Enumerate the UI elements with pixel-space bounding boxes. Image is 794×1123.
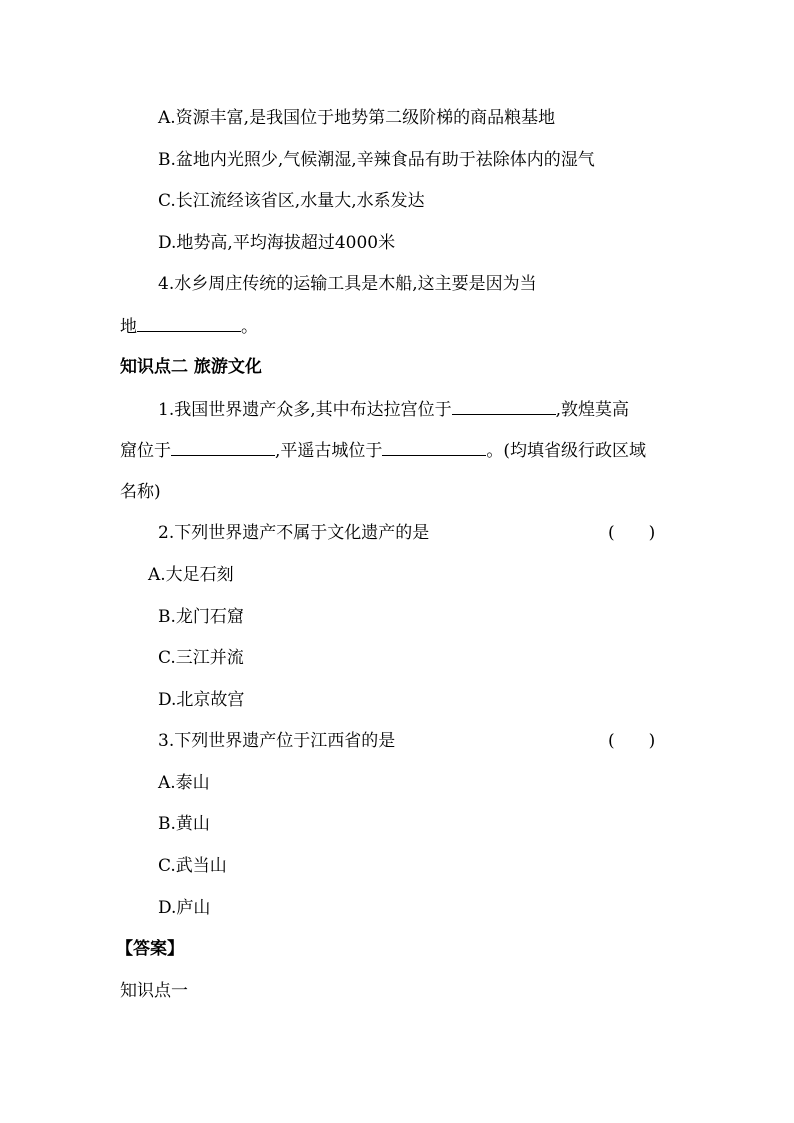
section2-q2-text: 2.下列世界遗产不属于文化遗产的是 [158, 523, 430, 543]
q2-option-c: C.三江并流 [158, 648, 244, 668]
q2-option-b: B.龙门石窟 [158, 607, 244, 627]
section2-q3-text: 3.下列世界遗产位于江西省的是 [158, 731, 396, 751]
q1-part1: 1.我国世界遗产众多,其中布达拉宫位于 [158, 400, 452, 420]
option-d-text: D.地势高,平均海拔超过4000米 [158, 233, 396, 253]
q3-option-a: A.泰山 [158, 773, 210, 793]
q1-part2: ,敦煌莫高 [555, 400, 630, 420]
q2-option-a: A.大足石刻 [148, 565, 234, 585]
q1-line2-mid: ,平遥古城位于 [275, 441, 383, 461]
section-2-heading: 知识点二 旅游文化 [120, 357, 262, 377]
section2-q1-line2 [120, 439, 646, 462]
option-c-text: C.长江流经该省区,水量大,水系发达 [158, 191, 425, 211]
option-a-text: A.资源丰富,是我国位于地势第二级阶梯的商品粮基地 [158, 108, 556, 128]
question-4-text: 4.水乡周庄传统的运输工具是木船,这主要是因为当 [158, 274, 537, 294]
q4-prefix: 地 [120, 317, 137, 337]
q3-answer-parentheses[interactable]: ( ) [608, 731, 656, 751]
q4-answer-blank[interactable] [137, 315, 241, 332]
q2-answer-parentheses[interactable]: ( ) [608, 523, 656, 543]
answer-heading: 【答案】 [116, 939, 184, 959]
q4-suffix: 。 [241, 317, 258, 337]
potala-answer-blank[interactable] [452, 398, 556, 415]
q1-line2-suffix: 。(均填省级行政区域 [486, 441, 647, 461]
section2-q1-line3: 名称) [120, 482, 161, 502]
q2-option-d: D.北京故宫 [158, 690, 245, 710]
dunhuang-answer-blank[interactable] [171, 439, 275, 456]
section2-q1-line1 [158, 398, 629, 421]
q3-option-d: D.庐山 [158, 898, 211, 918]
option-b-text: B.盆地内光照少,气候潮湿,辛辣食品有助于祛除体内的湿气 [158, 150, 595, 170]
q3-option-b: B.黄山 [158, 814, 210, 834]
pingyao-answer-blank[interactable] [382, 439, 486, 456]
q3-option-c: C.武当山 [158, 856, 227, 876]
answer-subheading: 知识点一 [120, 981, 188, 1001]
q1-line2-prefix: 窟位于 [120, 441, 171, 461]
question-4-continuation [120, 315, 258, 338]
